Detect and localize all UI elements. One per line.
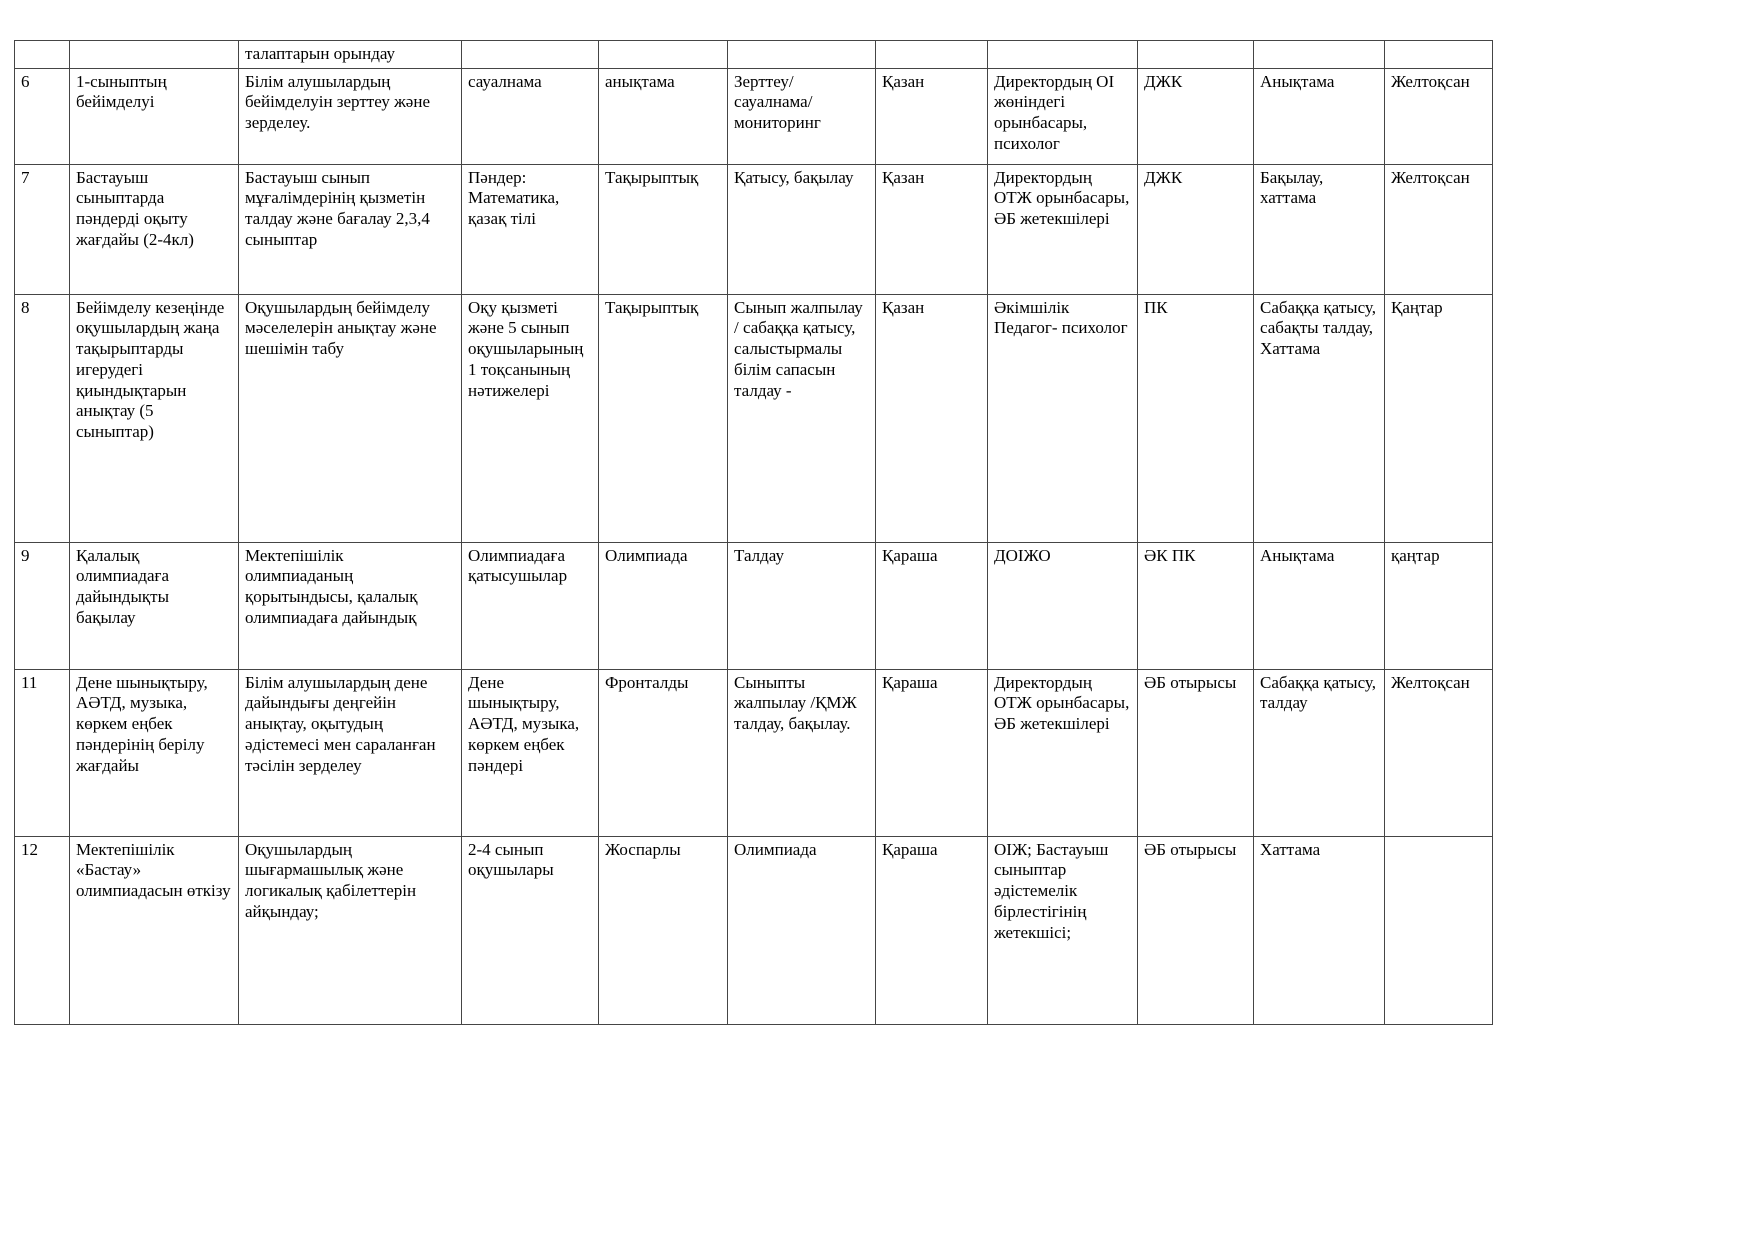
table-row [15, 542, 1493, 669]
table-cell: Фронталды [599, 669, 728, 836]
table-cell: қаңтар [1385, 542, 1493, 669]
table-cell: 8 [15, 294, 70, 542]
table-cell: Жоспарлы [599, 836, 728, 1024]
table-cell: Директордың ОІ жөніндегі орынбасары, психолог [988, 68, 1138, 164]
table-row [15, 41, 1493, 69]
table-cell: Оқушылардың бейімделу мәселелерін анықтау және шешімін табу [239, 294, 462, 542]
table-cell: 12 [15, 836, 70, 1024]
table-cell: Анықтама [1254, 68, 1385, 164]
table-cell: Дене шынықтыру, АӘТД, музыка, көркем еңбек пәндері [462, 669, 599, 836]
table-cell: Зерттеу/ сауалнама/ мониторинг [728, 68, 876, 164]
table-cell: 9 [15, 542, 70, 669]
table-cell: Желтоқсан [1385, 68, 1493, 164]
table-row [15, 836, 1493, 1024]
table-cell: Мектепішілік «Бастау» олимпиадасын өткізу [70, 836, 239, 1024]
table-cell: Әкімшілік Педагог- психолог [988, 294, 1138, 542]
table-cell: Қараша [876, 542, 988, 669]
table-cell: Бақылау, хаттама [1254, 164, 1385, 294]
table-cell: талаптарын орындау [239, 41, 462, 69]
table-cell: Хаттама [1254, 836, 1385, 1024]
table-cell: ПК [1138, 294, 1254, 542]
table-cell: ӘК ПК [1138, 542, 1254, 669]
table-cell [599, 41, 728, 69]
table-cell: Олимпиада [728, 836, 876, 1024]
table-row [15, 669, 1493, 836]
table-cell: Директордың ОТЖ орынбасары, ӘБ жетекшілері [988, 669, 1138, 836]
table-cell: Оқушылардың шығармашылық және логикалық қабілеттерін айқындау; [239, 836, 462, 1024]
table-cell: Бастауыш сынып мұғалімдерінің қызметін талдау және бағалау 2,3,4 сыныптар [239, 164, 462, 294]
table-cell: Желтоқсан [1385, 669, 1493, 836]
table-cell: Директордың ОТЖ орынбасары, ӘБ жетекшілері [988, 164, 1138, 294]
table-cell [728, 41, 876, 69]
table-cell: ДЖК [1138, 68, 1254, 164]
table-cell: Қазан [876, 294, 988, 542]
table-cell: Қалалық олимпиадаға дайындықты бақылау [70, 542, 239, 669]
table-cell: анықтама [599, 68, 728, 164]
table-cell [1385, 41, 1493, 69]
table-cell: Сынып жалпылау / сабаққа қатысу, салыстырмалы білім сапасын талдау - [728, 294, 876, 542]
table-cell: Қараша [876, 669, 988, 836]
table-cell: 6 [15, 68, 70, 164]
table-row [15, 294, 1493, 542]
table-cell: 7 [15, 164, 70, 294]
table-cell: Сыныпты жалпылау /ҚМЖ талдау, бақылау. [728, 669, 876, 836]
table-cell [1254, 41, 1385, 69]
table-cell: Тақырыптық [599, 294, 728, 542]
table-cell: Қатысу, бақылау [728, 164, 876, 294]
table-row [15, 68, 1493, 164]
table-cell: 1-сыныптың бейімделуі [70, 68, 239, 164]
table-cell: Анықтама [1254, 542, 1385, 669]
table-cell: ӘБ отырысы [1138, 669, 1254, 836]
table-cell [1385, 836, 1493, 1024]
table-cell: Сабаққа қатысу, сабақты талдау, Хаттама [1254, 294, 1385, 542]
table-cell [462, 41, 599, 69]
table-cell: 2-4 сынып оқушылары [462, 836, 599, 1024]
table-cell: Дене шынықтыру, АӘТД, музыка, көркем еңбек пәндерінің берілу жағдайы [70, 669, 239, 836]
table-cell: Білім алушылардың дене дайындығы деңгейін анықтау, оқытудың әдістемесі мен сараланған тәсілін зерделеу [239, 669, 462, 836]
supervision-plan-table [14, 40, 1493, 1025]
table-cell: Сабаққа қатысу, талдау [1254, 669, 1385, 836]
table-cell: Білім алушылардың бейімделуін зерттеу және зерделеу. [239, 68, 462, 164]
table-cell: Желтоқсан [1385, 164, 1493, 294]
table-cell: Қазан [876, 164, 988, 294]
table-cell: Олимпиада [599, 542, 728, 669]
table-cell: Олимпиадаға қатысушылар [462, 542, 599, 669]
table-cell [876, 41, 988, 69]
table-cell: Бастауыш сыныптарда пәндерді оқыту жағдайы (2-4кл) [70, 164, 239, 294]
table-cell [70, 41, 239, 69]
table-cell: Қазан [876, 68, 988, 164]
table-cell: ОІЖ; Бастауыш сыныптар әдістемелік бірлестігінің жетекшісі; [988, 836, 1138, 1024]
table-cell: 11 [15, 669, 70, 836]
table-cell: ӘБ отырысы [1138, 836, 1254, 1024]
table-cell: Мектепішілік олимпиаданың қорытындысы, қалалық олимпиадаға дайындық [239, 542, 462, 669]
table-cell: Бейімделу кезеңінде оқушылардың жаңа тақырыптарды игерудегі қиындықтарын анықтау (5 сыныптар) [70, 294, 239, 542]
table-cell: Қараша [876, 836, 988, 1024]
table-cell: Тақырыптық [599, 164, 728, 294]
table-cell: Қаңтар [1385, 294, 1493, 542]
table-cell [988, 41, 1138, 69]
table-cell: Оқу қызметі және 5 сынып оқушыларының 1 тоқсанының нәтижелері [462, 294, 599, 542]
table-cell [15, 41, 70, 69]
table-cell: Талдау [728, 542, 876, 669]
table-cell: ДОІЖО [988, 542, 1138, 669]
table-cell [1138, 41, 1254, 69]
table-cell: Пәндер: Математика, қазақ тілі [462, 164, 599, 294]
table-row [15, 164, 1493, 294]
table-cell: сауалнама [462, 68, 599, 164]
table-cell: ДЖК [1138, 164, 1254, 294]
